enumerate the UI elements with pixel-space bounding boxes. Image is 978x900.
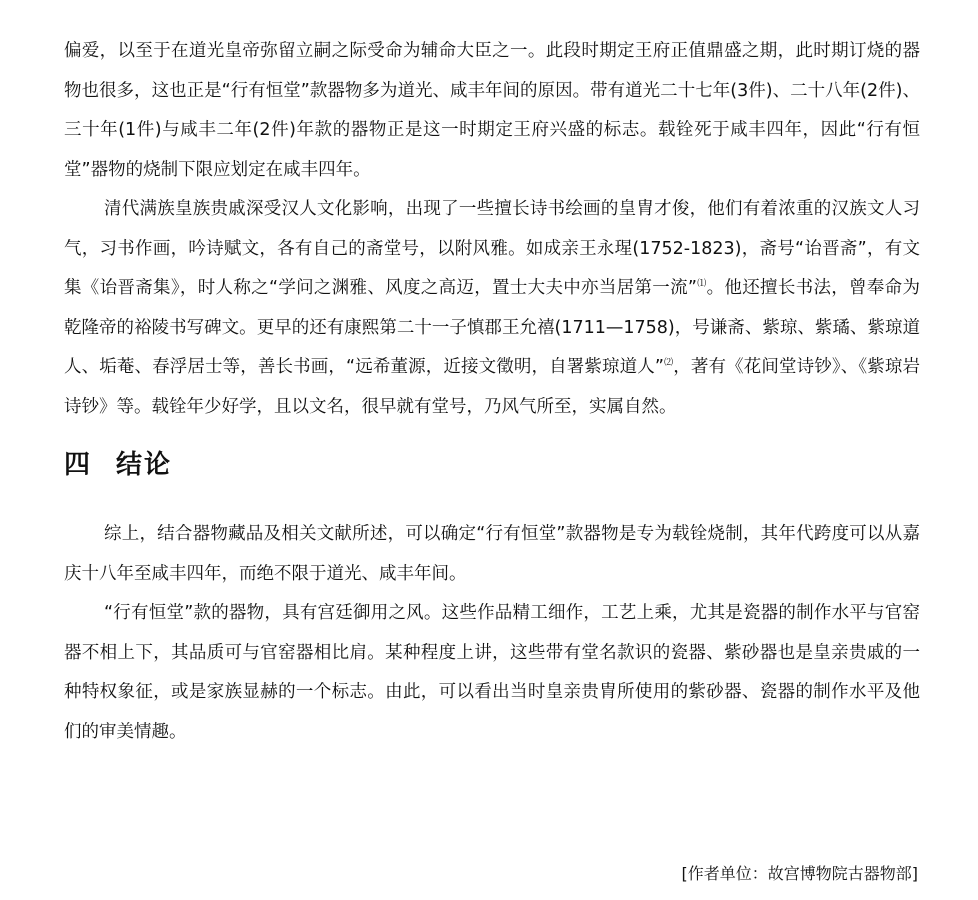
section-heading: [64, 445, 920, 485]
paragraph-1: [64, 32, 920, 190]
paragraph-4: “行有恒堂”款的器物，具有宫廷御用之风。这些作品精工细作，工艺上乘，尤其是瓷器的制作水平与官窑器不相上下，其品质可与官窑器相比肩。某种程度上讲，这些带有堂名款识的瓷器、紫砂器也是皇亲贵戚的一种特权象征，或是家族显赫的一个标志。由此，可以看出当时皇亲贵胄所使用的紫砂器、瓷器的制作水平及他们的审美情趣。: [64, 603, 920, 742]
article-body: [64, 32, 920, 752]
paragraph-text: 清代满族皇族贵戚深受汉人文化影响，出现了一些擅长诗书绘画的皇胄才俊，他们有着浓重的汉族文人习气，习书作画，吟诗赋文，各有自己的斋堂号，以附风雅。如成亲王永瑆(1752-1823)，斋号“诒晋斋”，有文集《诒晋斋集》，时人称之“学问之渊雅、风度之高迈，置士大夫中亦当居第一流”: [64, 199, 920, 298]
footnote-ref-2[interactable]: ⑵: [663, 358, 674, 369]
section-title: 结论: [116, 450, 173, 480]
paragraph-3: 综上，结合器物藏品及相关文献所述，可以确定“行有恒堂”款器物是专为载铨烧制，其年代跨度可以从嘉庆十八年至咸丰四年，而绝不限于道光、咸丰年间。: [64, 524, 920, 584]
section-number: 四: [64, 450, 93, 480]
paragraph-2: [64, 190, 920, 427]
author-affiliation: [作者单位：故宫博物院古器物部]: [681, 864, 918, 883]
footnote-ref-1[interactable]: ⑴: [696, 279, 707, 290]
paragraph-text: 偏爱，以至于在道光皇帝弥留立嗣之际受命为辅命大臣之一。此段时期定王府正值鼎盛之期，此时期订烧的器物也很多，这也正是“行有恒堂”款器物多为道光、咸丰年间的原因。带有道光二十七年(3件)、二十八年(2件)、三十年(1件)与咸丰二年(2件)年款的器物正是这一时期定王府兴盛的标志。载铨死于咸丰四年，因此“行有恒堂”器物的烧制下限应划定在咸丰四年。: [64, 41, 920, 180]
paragraph-text: 。他还擅长书法，曾奉命为乾隆帝的裕陵书写碑文。更早的还有康熙第二十一子慎郡王允禧(1711—1758)，号谦斋、紫琼、紫璚、紫琼道人、垢菴、春浮居士等，善长书画，“远希董源，近接文徵明，自署紫琼道人”: [64, 278, 920, 377]
paragraph-text: ，著有《花间堂诗钞》、《紫琼岩诗钞》等。载铨年少好学，且以文名，很早就有堂号，乃风气所至，实属自然。: [64, 357, 920, 417]
